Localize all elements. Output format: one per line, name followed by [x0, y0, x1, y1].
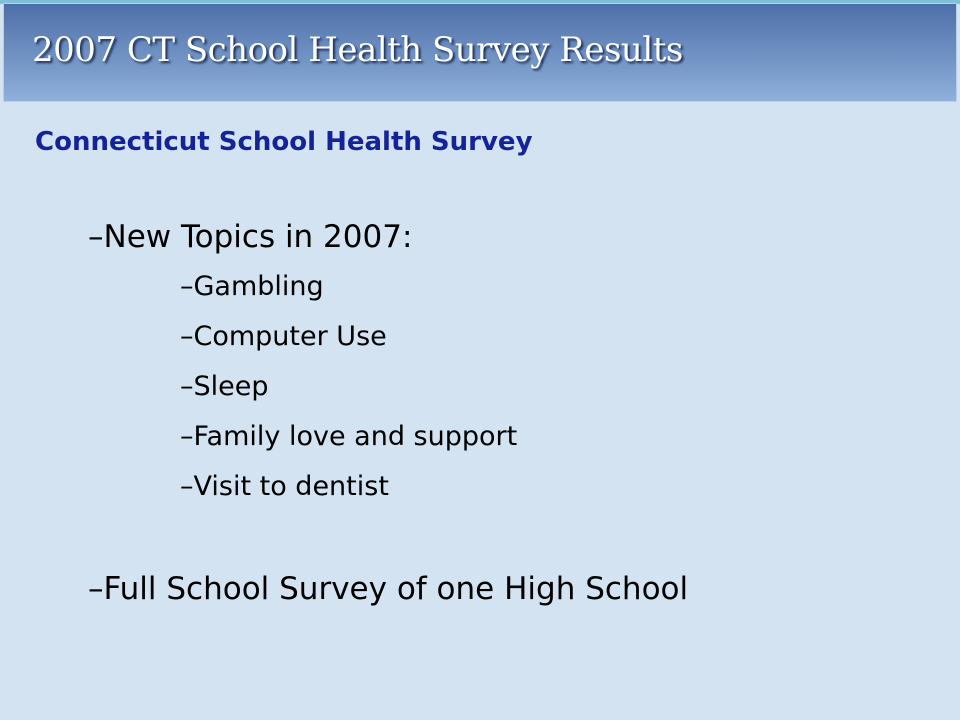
- subbullet-text: Gambling: [193, 271, 324, 302]
- bullet-dash: –: [180, 471, 194, 502]
- subbullet-sleep: [180, 371, 269, 402]
- subbullet-dentist: [180, 471, 389, 502]
- bullet-dash: –: [180, 271, 194, 302]
- bullet-full-school-survey: [88, 571, 688, 607]
- bullet-dash: –: [180, 421, 194, 452]
- bullet-dash: –: [88, 571, 104, 607]
- subbullet-gambling: [180, 271, 324, 302]
- slide-subtitle: Connecticut School Health Survey: [35, 127, 533, 157]
- subbullet-computer-use: [180, 321, 387, 352]
- subbullet-text: Sleep: [193, 371, 269, 402]
- subbullet-text: Computer Use: [193, 321, 387, 352]
- subbullet-text: Family love and support: [193, 421, 518, 452]
- slide-title: 2007 CT School Health Survey Results: [32, 30, 683, 70]
- subbullet-text: Visit to dentist: [193, 471, 389, 502]
- title-banner: [4, 4, 956, 101]
- bullet-new-topics: [88, 219, 412, 255]
- bullet-dash: –: [180, 371, 194, 402]
- bullet-dash: –: [180, 321, 194, 352]
- bullet-text: New Topics in 2007:: [103, 219, 413, 255]
- bullet-dash: –: [88, 219, 104, 255]
- bullet-text: Full School Survey of one High School: [103, 571, 689, 607]
- subbullet-family-love: [180, 421, 517, 452]
